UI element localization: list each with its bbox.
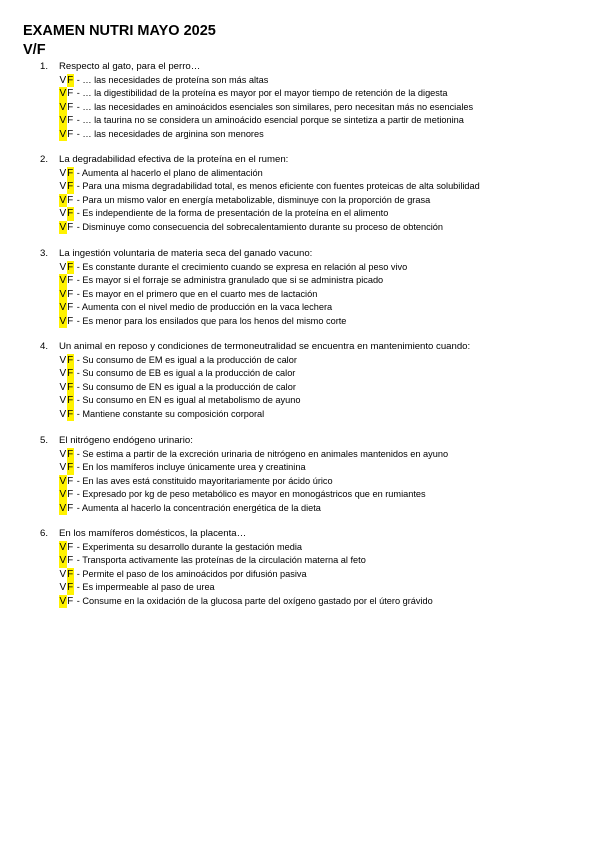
answer-option (40, 595, 590, 609)
true-mark: V (59, 74, 67, 86)
option-text: - Se estima a partir de la excreción urinaria de nitrógeno en animales mantenidos en ayuno (76, 448, 449, 459)
answer-option (40, 581, 590, 595)
true-false-marker (59, 354, 74, 368)
question-number: 4. (40, 341, 49, 352)
answer-option (40, 461, 590, 475)
answer-option (40, 367, 590, 381)
answer-option (40, 354, 590, 368)
question-stem (40, 527, 590, 541)
false-mark: F (67, 448, 74, 460)
true-mark: V (59, 395, 67, 406)
option-text: - … la taurina no se considera un aminoácido esencial porque se sintetiza a partir de metionina (76, 115, 464, 125)
answer-option (40, 541, 590, 555)
false-mark: F (67, 368, 74, 379)
false-mark: F (67, 502, 74, 514)
true-false-marker (59, 288, 74, 302)
question-stem (40, 340, 590, 354)
true-false-marker (59, 408, 74, 422)
question-stem (40, 247, 590, 261)
answer-option (40, 568, 590, 582)
true-false-marker (59, 114, 74, 128)
true-mark: V (59, 208, 67, 219)
question-block (40, 340, 590, 421)
true-false-marker (59, 87, 74, 101)
false-mark: F (67, 288, 74, 300)
false-mark: F (67, 261, 74, 273)
false-mark: F (67, 88, 74, 99)
true-mark: V (59, 275, 67, 286)
answer-option (40, 502, 590, 516)
option-text: - Es menor para los ensilados que para los henos del mismo corte (76, 315, 347, 326)
question-block (40, 247, 590, 328)
false-mark: F (67, 101, 74, 113)
answer-option (40, 288, 590, 302)
true-mark: V (59, 115, 67, 126)
false-mark: F (67, 555, 74, 566)
true-false-marker (59, 595, 74, 609)
answer-option (40, 488, 590, 502)
true-mark: V (59, 194, 67, 206)
question-stem (40, 60, 590, 74)
true-mark: V (59, 408, 67, 420)
false-mark: F (67, 582, 74, 593)
option-text: - Consume en la oxidación de la glucosa parte del oxígeno gastado por el útero grávido (76, 595, 433, 606)
true-mark: V (59, 315, 67, 327)
answer-option (40, 74, 590, 88)
true-false-marker (59, 315, 74, 329)
true-false-marker (59, 261, 74, 275)
false-mark: F (67, 315, 74, 327)
option-text: - Es impermeable al paso de urea (76, 582, 215, 592)
false-mark: F (67, 302, 74, 313)
true-mark: V (59, 128, 67, 140)
question-text: El nitrógeno endógeno urinario: (59, 435, 193, 446)
answer-option (40, 408, 590, 422)
true-false-marker (59, 274, 74, 288)
option-text: - … las necesidades de arginina son menores (76, 128, 264, 139)
true-false-marker (59, 167, 74, 181)
false-mark: F (67, 381, 74, 393)
false-mark: F (67, 475, 74, 487)
true-false-marker (59, 554, 74, 568)
option-text: - Aumenta al hacerlo la concentración energética de la dieta (76, 502, 321, 513)
true-mark: V (59, 167, 67, 179)
true-false-marker (59, 448, 74, 462)
answer-option (40, 475, 590, 489)
answer-option (40, 180, 590, 194)
option-text: - Permite el paso de los aminoácidos por difusión pasiva (76, 568, 307, 579)
true-false-marker (59, 367, 74, 381)
option-text: - Disminuye como consecuencia del sobrecalentamiento durante su proceso de obtención (76, 221, 443, 232)
answer-option (40, 167, 590, 181)
true-mark: V (59, 354, 67, 366)
question-text: La degradabilidad efectiva de la proteína en el rumen: (59, 154, 289, 165)
answer-option (40, 261, 590, 275)
true-mark: V (59, 475, 67, 487)
option-text: - Es constante durante el crecimiento cuando se expresa en relación al peso vivo (76, 261, 408, 272)
false-mark: F (67, 541, 74, 553)
false-mark: F (67, 194, 74, 206)
option-text: - Experimenta su desarrollo durante la gestación media (76, 541, 302, 552)
option-text: - Transporta activamente las proteínas de la circulación materna al feto (76, 555, 366, 565)
question-number: 5. (40, 435, 49, 446)
true-mark: V (59, 88, 67, 99)
true-false-marker (59, 128, 74, 142)
answer-option (40, 101, 590, 115)
option-text: - Mantiene constante su composición corporal (76, 408, 265, 419)
false-mark: F (67, 489, 74, 500)
answer-option (40, 87, 590, 101)
page-subtitle: V/F (23, 42, 46, 58)
question-block (40, 434, 590, 515)
true-false-marker (59, 581, 74, 595)
option-text: - En los mamíferos incluye únicamente urea y creatinina (76, 462, 306, 472)
true-mark: V (59, 595, 67, 607)
false-mark: F (67, 395, 74, 406)
true-mark: V (59, 368, 67, 379)
true-false-marker (59, 74, 74, 88)
true-false-marker (59, 394, 74, 408)
answer-option (40, 394, 590, 408)
question-stem (40, 153, 590, 167)
true-mark: V (59, 381, 67, 393)
answer-option (40, 114, 590, 128)
true-false-marker (59, 541, 74, 555)
answer-option (40, 221, 590, 235)
question-text: Respecto al gato, para el perro… (59, 61, 201, 72)
option-text: - Expresado por kg de peso metabólico es mayor en monogástricos que en rumiantes (76, 489, 426, 499)
true-mark: V (59, 462, 67, 473)
question-text: En los mamíferos domésticos, la placenta… (59, 528, 247, 539)
answer-option (40, 554, 590, 568)
true-mark: V (59, 181, 67, 192)
true-mark: V (59, 541, 67, 553)
false-mark: F (67, 115, 74, 126)
true-false-marker (59, 568, 74, 582)
true-mark: V (59, 302, 67, 313)
true-mark: V (59, 288, 67, 300)
question-number: 6. (40, 528, 49, 539)
option-text: - Es independiente de la forma de presentación de la proteína en el alimento (76, 208, 389, 218)
option-text: - … las necesidades de proteína son más altas (76, 74, 269, 85)
answer-option (40, 315, 590, 329)
option-text: - Su consumo de EM es igual a la producción de calor (76, 354, 297, 365)
true-mark: V (59, 448, 67, 460)
false-mark: F (67, 275, 74, 286)
false-mark: F (67, 408, 74, 420)
false-mark: F (67, 221, 74, 233)
option-text: - Es mayor en el primero que en el cuarto mes de lactación (76, 288, 318, 299)
question-number: 2. (40, 154, 49, 165)
question-text: Un animal en reposo y condiciones de termoneutralidad se encuentra en mantenimiento cuando: (59, 341, 471, 352)
true-false-marker (59, 301, 74, 315)
option-text: - En las aves está constituido mayoritariamente por ácido úrico (76, 475, 333, 486)
option-text: - … la digestibilidad de la proteína es mayor por el mayor tiempo de retención de la digesta (76, 88, 448, 98)
option-text: - Es mayor si el forraje se administra granulado que si se administra picado (76, 275, 384, 285)
true-mark: V (59, 555, 67, 566)
answer-option (40, 381, 590, 395)
true-mark: V (59, 502, 67, 514)
true-false-marker (59, 502, 74, 516)
option-text: - Aumenta con el nivel medio de producción en la vaca lechera (76, 302, 333, 312)
option-text: - Aumenta al hacerlo el plano de alimentación (76, 167, 263, 178)
true-mark: V (59, 582, 67, 593)
question-text: La ingestión voluntaria de materia seca del ganado vacuno: (59, 248, 313, 259)
option-text: - Para una misma degradabilidad total, es menos eficiente con fuentes proteicas de alta solubilidad (76, 181, 480, 191)
answer-option (40, 207, 590, 221)
true-false-marker (59, 207, 74, 221)
false-mark: F (67, 595, 74, 607)
false-mark: F (67, 181, 74, 192)
answer-option (40, 448, 590, 462)
true-false-marker (59, 194, 74, 208)
false-mark: F (67, 568, 74, 580)
true-mark: V (59, 261, 67, 273)
true-false-marker (59, 180, 74, 194)
true-mark: V (59, 489, 67, 500)
question-number: 1. (40, 61, 49, 72)
false-mark: F (67, 167, 74, 179)
false-mark: F (67, 208, 74, 219)
true-mark: V (59, 221, 67, 233)
question-block (40, 60, 590, 141)
answer-option (40, 194, 590, 208)
question-block (40, 153, 590, 234)
true-mark: V (59, 101, 67, 113)
answer-option (40, 301, 590, 315)
option-text: - Su consumo de EN es igual a la producción de calor (76, 381, 296, 392)
true-false-marker (59, 101, 74, 115)
true-false-marker (59, 221, 74, 235)
option-text: - … las necesidades en aminoácidos esenciales son similares, pero necesitan más no esenciales (76, 101, 474, 112)
true-false-marker (59, 475, 74, 489)
option-text: - Su consumo en EN es igual al metabolismo de ayuno (76, 395, 301, 405)
answer-option (40, 274, 590, 288)
false-mark: F (67, 354, 74, 366)
answer-option (40, 128, 590, 142)
false-mark: F (67, 128, 74, 140)
true-false-marker (59, 488, 74, 502)
question-block (40, 527, 590, 608)
question-number: 3. (40, 248, 49, 259)
option-text: - Para un mismo valor en energía metabolizable, disminuye con la proporción de grasa (76, 194, 431, 205)
false-mark: F (67, 74, 74, 86)
false-mark: F (67, 462, 74, 473)
option-text: - Su consumo de EB es igual a la producción de calor (76, 368, 296, 378)
true-false-marker (59, 381, 74, 395)
true-mark: V (59, 568, 67, 580)
true-false-marker (59, 461, 74, 475)
page-title: EXAMEN NUTRI MAYO 2025 (23, 23, 216, 39)
question-stem (40, 434, 590, 448)
